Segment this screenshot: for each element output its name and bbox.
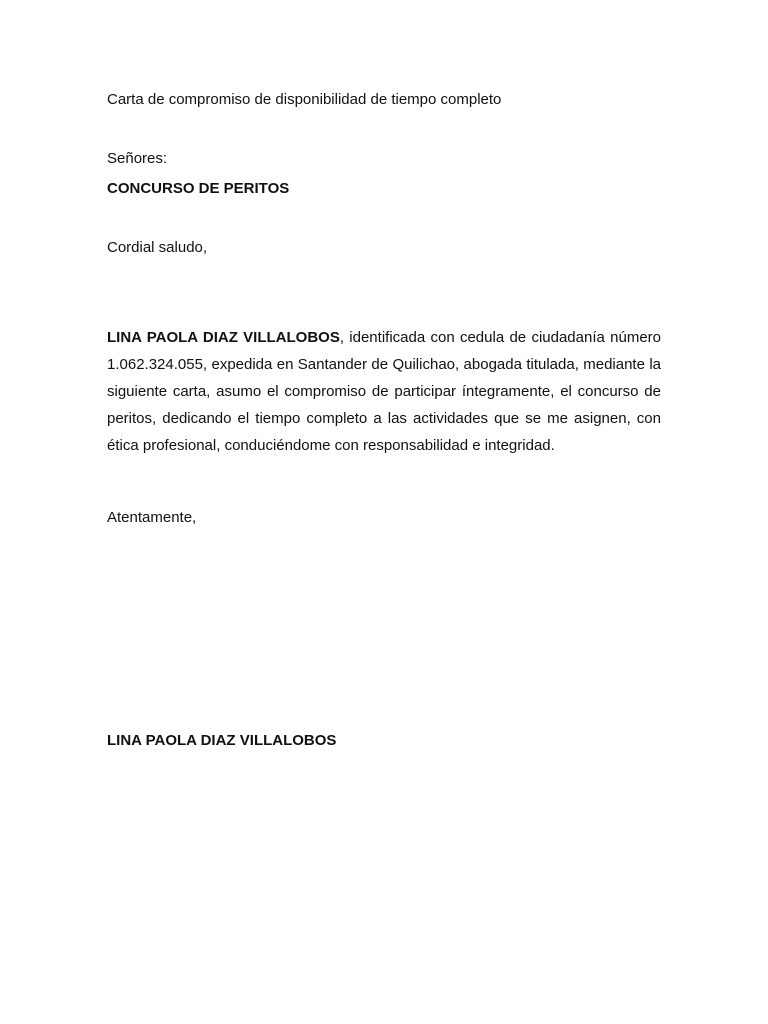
signature-name: LINA PAOLA DIAZ VILLALOBOS — [107, 732, 337, 749]
greeting: Cordial saludo, — [107, 239, 208, 256]
letter-title: Carta de compromiso de disponibilidad de tiempo completo — [107, 91, 502, 108]
body-text: , identificada con cedula de ciudadanía número 1.062.324.055, expedida en Santander de Quilichao, abogada titulada, mediante la siguiente carta, asumo el compromiso de participar íntegramente, el concurso de peritos, dedicando el tiempo completo a las actividades que se me asignen, con ética profesional, conduciéndome con responsabilidad e integridad. — [107, 329, 661, 454]
addressee-name: CONCURSO DE PERITOS — [107, 180, 290, 197]
addressee-salutation: Señores: — [107, 150, 168, 167]
closing: Atentamente, — [107, 509, 197, 526]
body-sender-name: LINA PAOLA DIAZ VILLALOBOS — [107, 329, 340, 346]
body-paragraph — [107, 324, 661, 459]
